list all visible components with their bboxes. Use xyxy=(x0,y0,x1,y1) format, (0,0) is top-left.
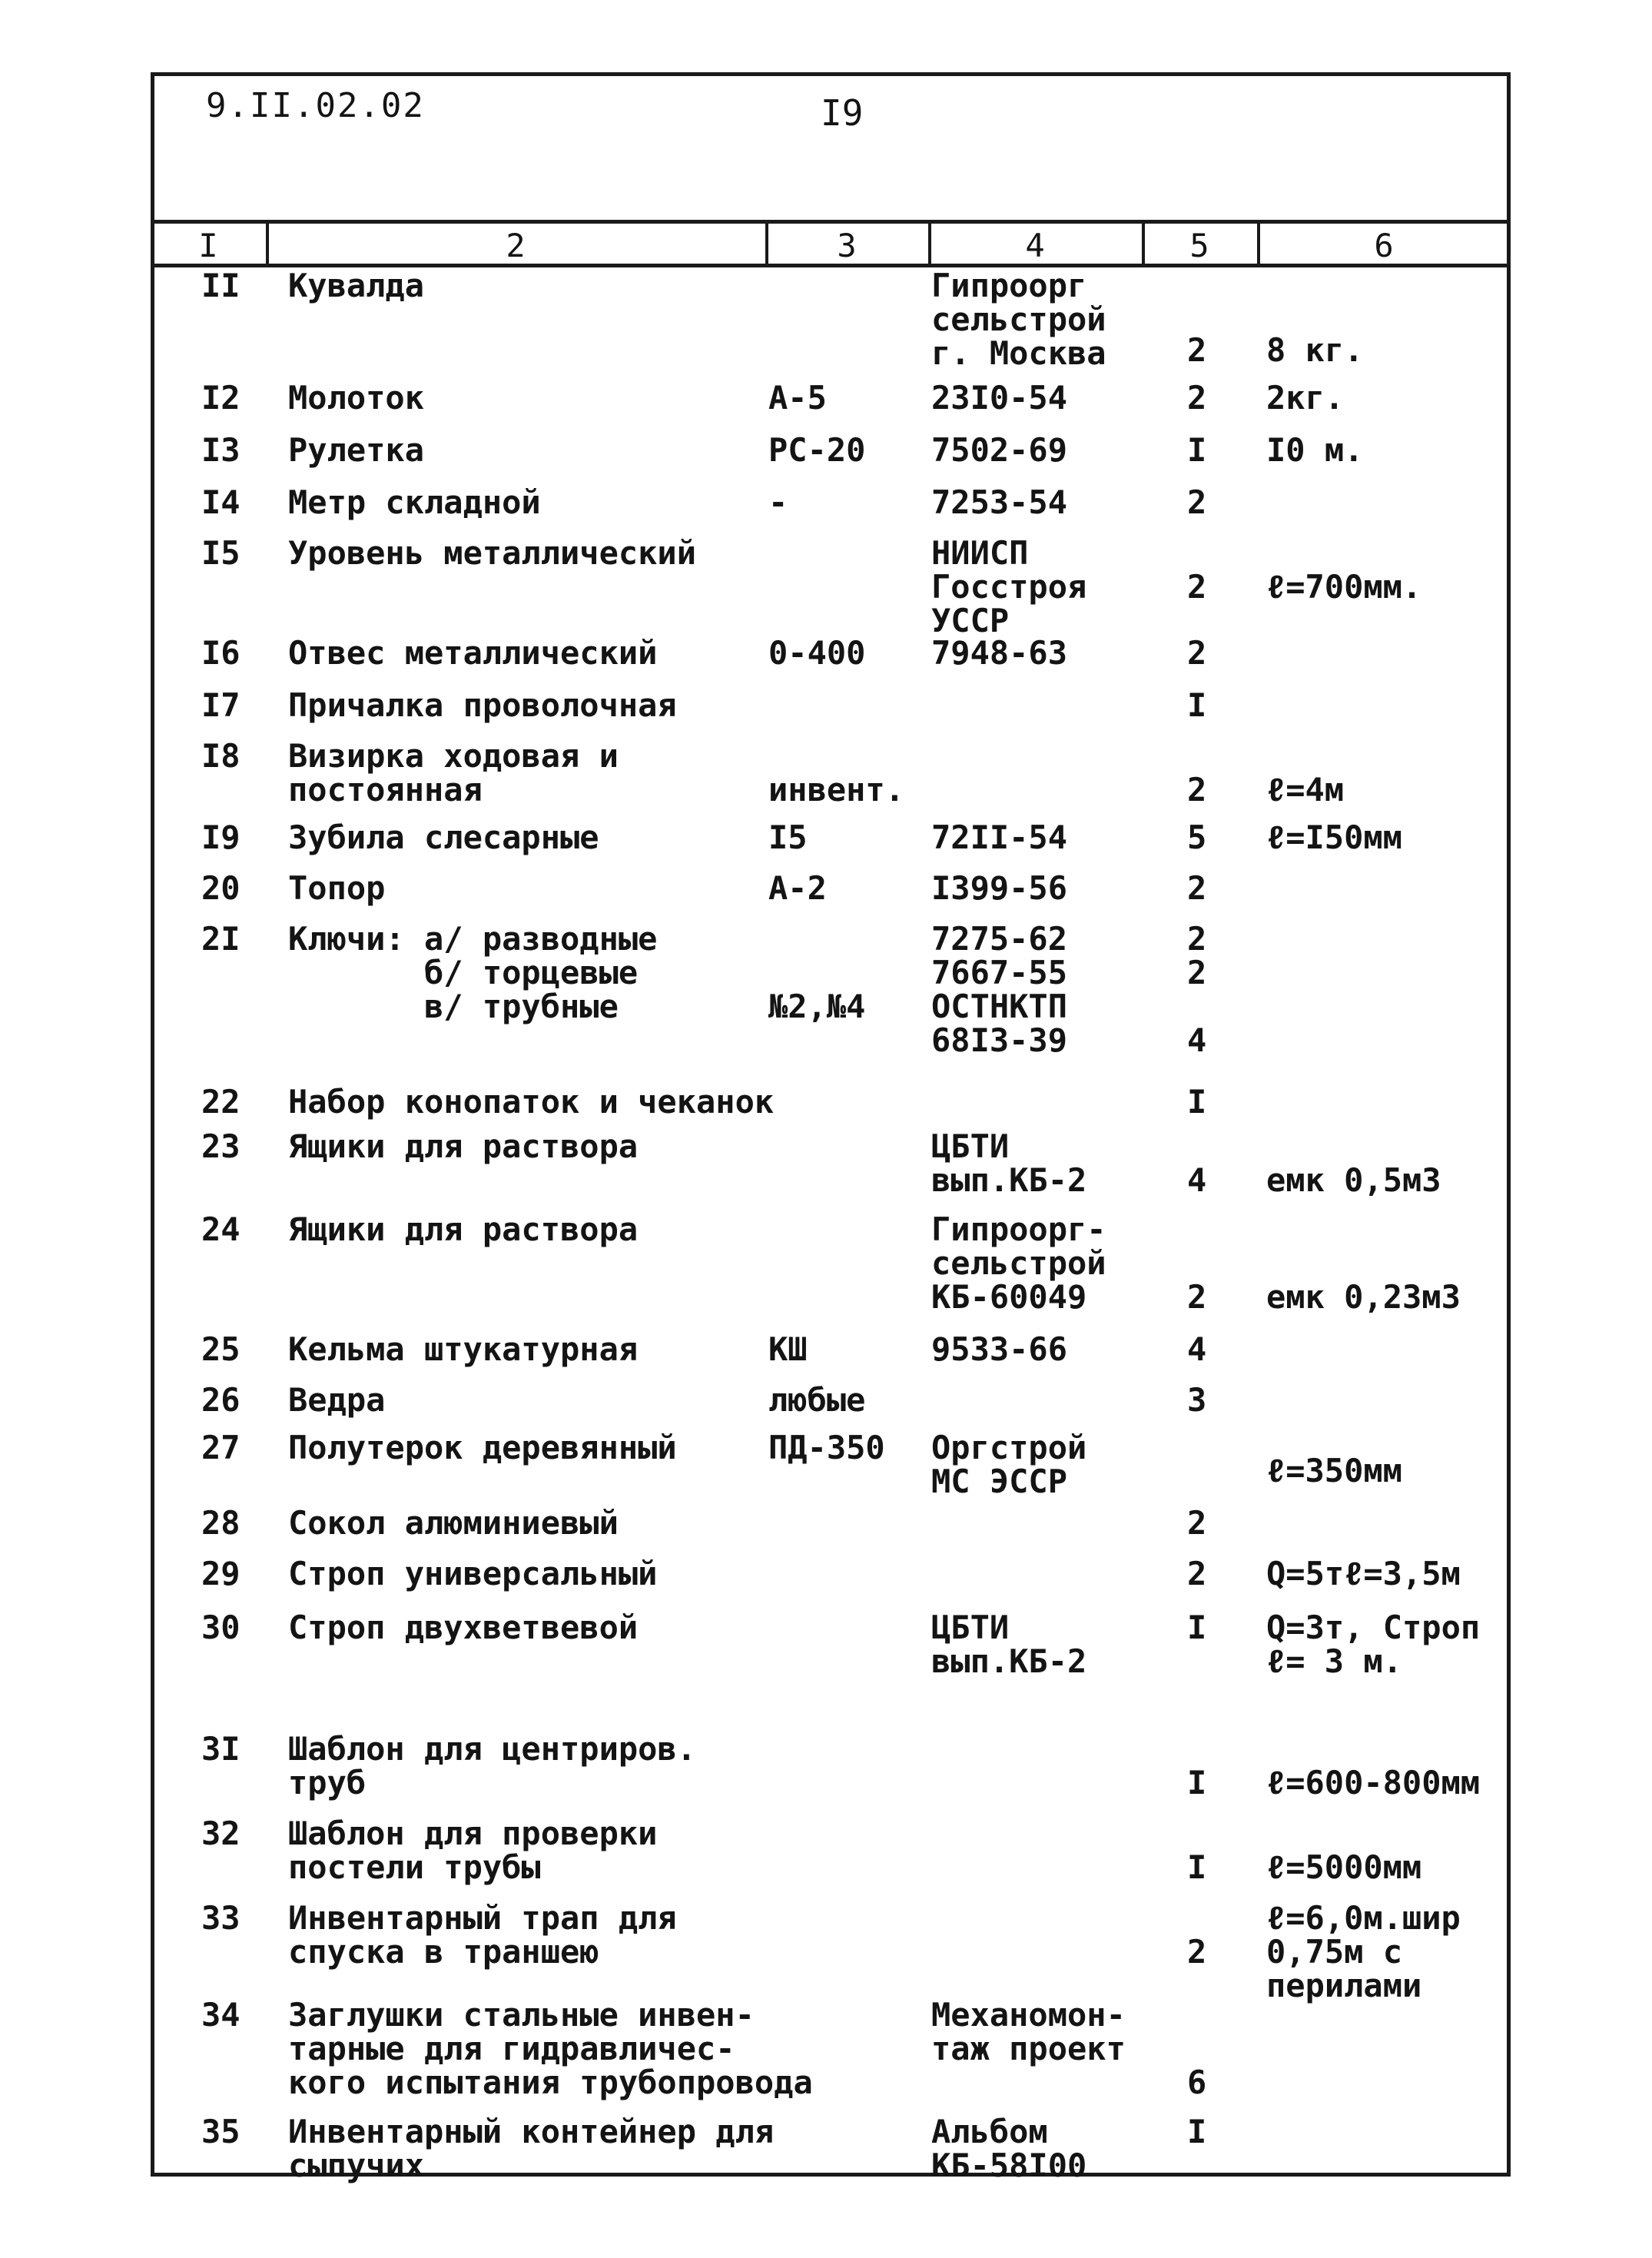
item-quantity: I xyxy=(1187,1609,1207,1646)
item-type: А-2 xyxy=(768,869,827,907)
item-name: б/ торцевые xyxy=(288,954,639,991)
item-quantity: 2 xyxy=(1187,1555,1207,1592)
item-quantity: I xyxy=(1187,1083,1207,1121)
item-quantity: 2 xyxy=(1187,331,1207,369)
item-name: Метр складной xyxy=(288,483,541,521)
item-name: Зубила слесарные xyxy=(288,819,599,856)
item-note: Q=3т, Строп xyxy=(1266,1609,1481,1646)
row-number: 22 xyxy=(201,1083,241,1121)
item-name: Кельма штукатурная xyxy=(288,1330,639,1368)
item-quantity: 2 xyxy=(1187,954,1207,991)
item-quantity: 6 xyxy=(1187,2064,1207,2101)
row-number: I7 xyxy=(201,686,241,724)
item-name: кого испытания трубопровода xyxy=(288,2064,813,2101)
row-number: 32 xyxy=(201,1815,241,1852)
item-type: РС-20 xyxy=(768,431,866,469)
row-number: 29 xyxy=(201,1555,241,1592)
item-name: Ящики для раствора xyxy=(288,1210,639,1248)
item-standard: 23I0-54 xyxy=(931,379,1068,417)
item-type: №2,№4 xyxy=(768,988,866,1025)
item-name: Полутерок деревянный xyxy=(288,1429,677,1466)
item-standard: Оргстрой xyxy=(931,1429,1087,1466)
item-name: Отвес металлический xyxy=(288,634,658,672)
item-quantity: 2 xyxy=(1187,483,1207,521)
item-type: - xyxy=(768,483,788,521)
item-quantity: I xyxy=(1187,1764,1207,1801)
item-standard: Альбом xyxy=(931,2113,1048,2150)
row-number: 2I xyxy=(201,920,241,958)
column-header-3: 3 xyxy=(837,227,857,264)
item-type: любые xyxy=(768,1381,866,1419)
item-name: постели трубы xyxy=(288,1848,541,1886)
item-standard: 72II-54 xyxy=(931,819,1068,856)
item-name: Ключи: а/ разводные xyxy=(288,920,658,958)
item-quantity: 2 xyxy=(1187,1933,1207,1971)
column-header-5: 5 xyxy=(1189,227,1209,264)
item-name: спуска в траншею xyxy=(288,1933,599,1971)
item-standard: 7253-54 xyxy=(931,483,1068,521)
item-type: А-5 xyxy=(768,379,827,417)
row-number: II xyxy=(201,267,241,304)
column-header-1: I xyxy=(198,227,218,264)
item-quantity: 2 xyxy=(1187,920,1207,958)
row-number: 28 xyxy=(201,1504,241,1542)
item-standard: Госстроя xyxy=(931,568,1087,606)
item-standard: сельстрой xyxy=(931,1244,1106,1282)
item-standard: ОСТНКТП xyxy=(931,988,1068,1025)
item-quantity: 2 xyxy=(1187,379,1207,417)
item-standard: МС ЭССР xyxy=(931,1463,1068,1500)
row-number: 25 xyxy=(201,1330,241,1368)
item-standard: сельстрой xyxy=(931,301,1106,338)
row-number: 23 xyxy=(201,1127,241,1165)
row-number: I3 xyxy=(201,431,241,469)
item-type: 0-400 xyxy=(768,634,866,672)
row-number: I4 xyxy=(201,483,241,521)
item-name: Шаблон для проверки xyxy=(288,1815,658,1852)
item-standard: 9533-66 xyxy=(931,1330,1068,1368)
row-number: 24 xyxy=(201,1210,241,1248)
item-name: Уровень металлический xyxy=(288,534,697,572)
item-name: тарные для гидравличес- xyxy=(288,2030,735,2067)
row-number: 33 xyxy=(201,1899,241,1937)
row-number: 3I xyxy=(201,1730,241,1768)
item-note: ℓ=4м xyxy=(1266,771,1345,809)
item-quantity: 5 xyxy=(1187,819,1207,856)
item-name: Заглушки стальные инвен- xyxy=(288,1996,755,2034)
item-note: ℓ= 3 м. xyxy=(1266,1642,1402,1680)
row-number: I6 xyxy=(201,634,241,672)
item-quantity: 2 xyxy=(1187,568,1207,606)
item-name: Ящики для раствора xyxy=(288,1127,639,1165)
item-name: Инвентарный трап для xyxy=(288,1899,677,1937)
item-name: труб xyxy=(288,1764,367,1801)
item-quantity: 4 xyxy=(1187,1021,1207,1059)
item-standard: таж проект xyxy=(931,2030,1126,2067)
item-name: Строп универсальный xyxy=(288,1555,658,1592)
item-note: ℓ=I50мм xyxy=(1266,819,1402,856)
item-name: Набор конопаток и чеканок xyxy=(288,1083,775,1121)
item-standard: г. Москва xyxy=(931,334,1106,372)
item-type: КШ xyxy=(768,1330,808,1368)
row-number: I2 xyxy=(201,379,241,417)
item-quantity: 2 xyxy=(1187,1504,1207,1542)
item-note: ℓ=5000мм xyxy=(1266,1848,1422,1886)
item-note: 8 кг. xyxy=(1266,331,1364,369)
row-number: 30 xyxy=(201,1609,241,1646)
item-note: емк 0,5м3 xyxy=(1266,1161,1441,1199)
item-name: Кувалда xyxy=(288,267,425,304)
item-quantity: I xyxy=(1187,1848,1207,1886)
row-number: 26 xyxy=(201,1381,241,1419)
item-name: Визирка ходовая и xyxy=(288,737,619,775)
item-note: перилами xyxy=(1266,1967,1422,2004)
item-quantity: 3 xyxy=(1187,1381,1207,1419)
item-standard: I399-56 xyxy=(931,869,1068,907)
item-name: Рулетка xyxy=(288,431,425,469)
item-name: Причалка проволочная xyxy=(288,686,677,724)
item-note: Q=5тℓ=3,5м xyxy=(1266,1555,1461,1592)
item-name: Инвентарный контейнер для xyxy=(288,2113,775,2150)
item-standard: НИИСП xyxy=(931,534,1029,572)
item-name: Топор xyxy=(288,869,386,907)
item-standard: ЦБТИ xyxy=(931,1127,1010,1165)
item-name: Сокол алюминиевый xyxy=(288,1504,619,1542)
item-quantity: I xyxy=(1187,431,1207,469)
item-standard: 68I3-39 xyxy=(931,1021,1068,1059)
item-quantity: 2 xyxy=(1187,634,1207,672)
row-number: I9 xyxy=(201,819,241,856)
item-type: ПД-350 xyxy=(768,1429,885,1466)
item-standard: 7275-62 xyxy=(931,920,1068,958)
item-standard: Гипроорг xyxy=(931,267,1087,304)
item-note: ℓ=700мм. xyxy=(1266,568,1422,606)
item-name: Молоток xyxy=(288,379,425,417)
item-type: I5 xyxy=(768,819,808,856)
row-number: 35 xyxy=(201,2113,241,2150)
item-note: 0,75м с xyxy=(1266,1933,1403,1971)
item-quantity: 2 xyxy=(1187,1278,1207,1316)
column-header-4: 4 xyxy=(1025,227,1045,264)
item-name: Шаблон для центриров. xyxy=(288,1730,697,1768)
item-note: ℓ=350мм xyxy=(1266,1452,1402,1489)
item-standard: УССР xyxy=(931,602,1010,639)
item-quantity: I xyxy=(1187,2113,1207,2150)
item-standard: 7667-55 xyxy=(931,954,1068,991)
document-code: 9.II.02.02 xyxy=(206,86,425,125)
item-quantity: 2 xyxy=(1187,869,1207,907)
item-note: ℓ=600-800мм xyxy=(1266,1764,1481,1801)
row-number: 20 xyxy=(201,869,241,907)
item-note: I0 м. xyxy=(1266,431,1364,469)
item-standard: ЦБТИ xyxy=(931,1609,1010,1646)
item-quantity: 4 xyxy=(1187,1330,1207,1368)
item-note: емк 0,23м3 xyxy=(1266,1278,1461,1316)
row-number: I8 xyxy=(201,737,241,775)
row-number: 34 xyxy=(201,1996,241,2034)
item-standard: 7502-69 xyxy=(931,431,1068,469)
item-note: 2кг. xyxy=(1266,379,1345,417)
item-standard: КБ-58I00 xyxy=(931,2147,1087,2184)
item-name: сыпучих xyxy=(288,2147,425,2184)
item-standard: Гипроорг- xyxy=(931,1210,1106,1248)
item-type: инвент. xyxy=(768,771,905,809)
column-header-2: 2 xyxy=(506,227,526,264)
row-number: I5 xyxy=(201,534,241,572)
item-standard: Механомон- xyxy=(931,1996,1126,2034)
column-header-6: 6 xyxy=(1374,227,1394,264)
item-name: Ведра xyxy=(288,1381,386,1419)
item-quantity: 4 xyxy=(1187,1161,1207,1199)
item-standard: 7948-63 xyxy=(931,634,1068,672)
row-number: 27 xyxy=(201,1429,241,1466)
item-quantity: 2 xyxy=(1187,771,1207,809)
item-standard: вып.КБ-2 xyxy=(931,1642,1087,1680)
item-quantity: I xyxy=(1187,686,1207,724)
item-note: ℓ=6,0м.шир xyxy=(1266,1899,1461,1937)
item-name: в/ трубные xyxy=(288,988,619,1025)
column-header-row xyxy=(151,220,1511,267)
page-number: I9 xyxy=(821,92,864,134)
item-standard: вып.КБ-2 xyxy=(931,1161,1087,1199)
item-standard: КБ-60049 xyxy=(931,1278,1087,1316)
item-name: Строп двухветвевой xyxy=(288,1609,639,1646)
item-name: постоянная xyxy=(288,771,483,809)
